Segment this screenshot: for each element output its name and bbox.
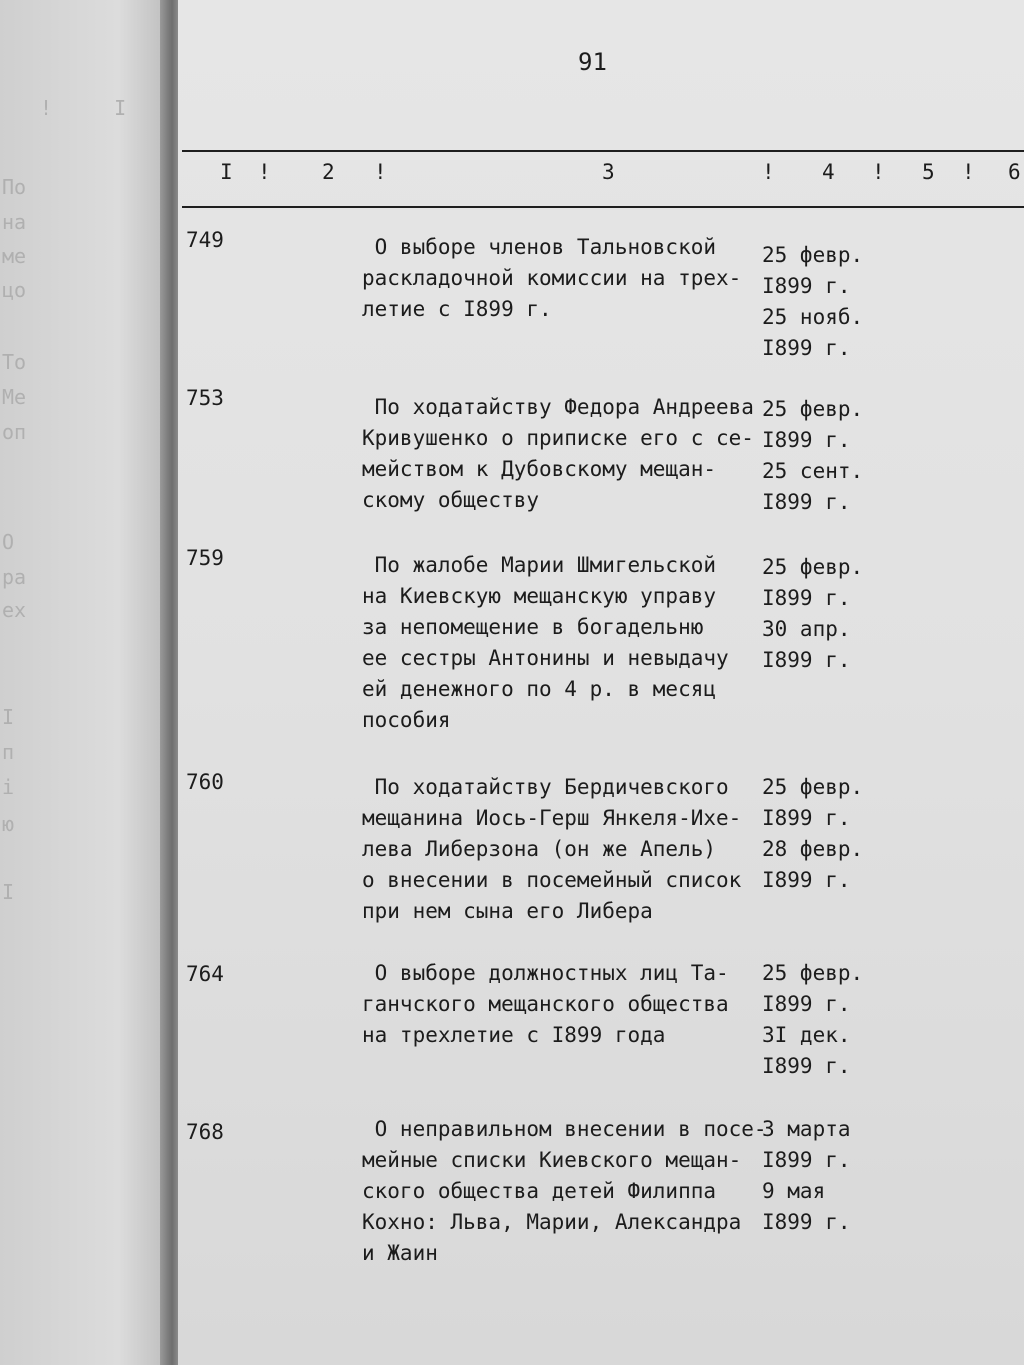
header-sep-4: ! <box>872 160 885 184</box>
entry-description: По жалобе Марии Шмигельской на Киевскую мещанскую управу за непомещение в богадельню ее сестры Антонины и невыдачу ей денежного по 4 р. в месяц пособия <box>362 553 729 732</box>
entry-number: 764 <box>186 962 224 986</box>
entry-dates: 25 февр. I899 г. 28 февр. I899 г. <box>762 775 864 892</box>
entry-description: По ходатайству Федора Андреева Кривушенко о приписке его с се- мейством к Дубовскому мещан- скому обществу <box>362 395 754 512</box>
entry-number: 749 <box>186 228 224 252</box>
header-rule-bottom <box>182 206 1024 208</box>
left-fragment: ю <box>2 812 15 836</box>
header-sep-3: ! <box>762 160 775 184</box>
entry-description: По ходатайству Бердичевского мещанина Иось-Герш Янкеля-Ихе- лева Либерзона (он же Апель) о внесении в посемейный список при нем сына его Либера <box>362 775 742 923</box>
entry-dates: 25 февр. I899 г. 25 нояб. I899 г. <box>762 243 864 360</box>
entry-number: 759 <box>186 546 224 570</box>
header-sep-1: ! <box>258 160 271 184</box>
header-sep-5: ! <box>962 160 975 184</box>
header-rule-top <box>182 150 1024 152</box>
left-fragment: О <box>2 530 15 554</box>
entry-dates: 3 марта I899 г. 9 мая I899 г. <box>762 1117 851 1234</box>
header-col-5: 5 <box>922 160 935 184</box>
left-fragment: ех <box>2 598 27 622</box>
left-fragment: То <box>2 350 27 374</box>
left-fragment: цо <box>2 278 27 302</box>
entry-number: 760 <box>186 770 224 794</box>
left-fragment: і <box>2 775 15 799</box>
header-sep-2: ! <box>374 160 387 184</box>
header-col-4: 4 <box>822 160 835 184</box>
entry-number: 753 <box>186 386 224 410</box>
document-page <box>178 0 1024 1365</box>
left-fragment: ра <box>2 565 27 589</box>
header-col-6: 6 <box>1008 160 1021 184</box>
left-page <box>0 0 170 1365</box>
left-fragment: оп <box>2 420 27 444</box>
entry-description: О неправильном внесении в посе- мейные списки Киевского мещан- ского общества детей Филиппа Кохно: Льва, Марии, Александра и Жаин <box>362 1117 767 1265</box>
entry-description: О выборе должностных лиц Та- ганчского мещанского общества на трехлетие с I899 года <box>362 961 729 1047</box>
left-header-sep1: ! <box>40 96 53 120</box>
header-col-1: I <box>220 160 233 184</box>
page-number: 91 <box>578 48 607 76</box>
left-fragment: I <box>2 705 15 729</box>
entry-dates: 25 февр. I899 г. 30 апр. I899 г. <box>762 555 864 672</box>
left-fragment: І <box>2 880 15 904</box>
entry-number: 768 <box>186 1120 224 1144</box>
left-header-col1: I <box>114 96 127 120</box>
left-fragment: ме <box>2 244 27 268</box>
entry-dates: 25 февр. I899 г. 3I дек. I899 г. <box>762 961 864 1078</box>
left-fragment: п <box>2 740 15 764</box>
entry-dates: 25 февр. I899 г. 25 сент. I899 г. <box>762 397 864 514</box>
left-fragment: на <box>2 210 27 234</box>
header-col-3: 3 <box>602 160 615 184</box>
left-fragment: По <box>2 175 27 199</box>
header-col-2: 2 <box>322 160 335 184</box>
entry-description: О выборе членов Тальновской раскладочной комиссии на трех- летие с I899 г. <box>362 235 742 321</box>
left-fragment: Ме <box>2 385 27 409</box>
